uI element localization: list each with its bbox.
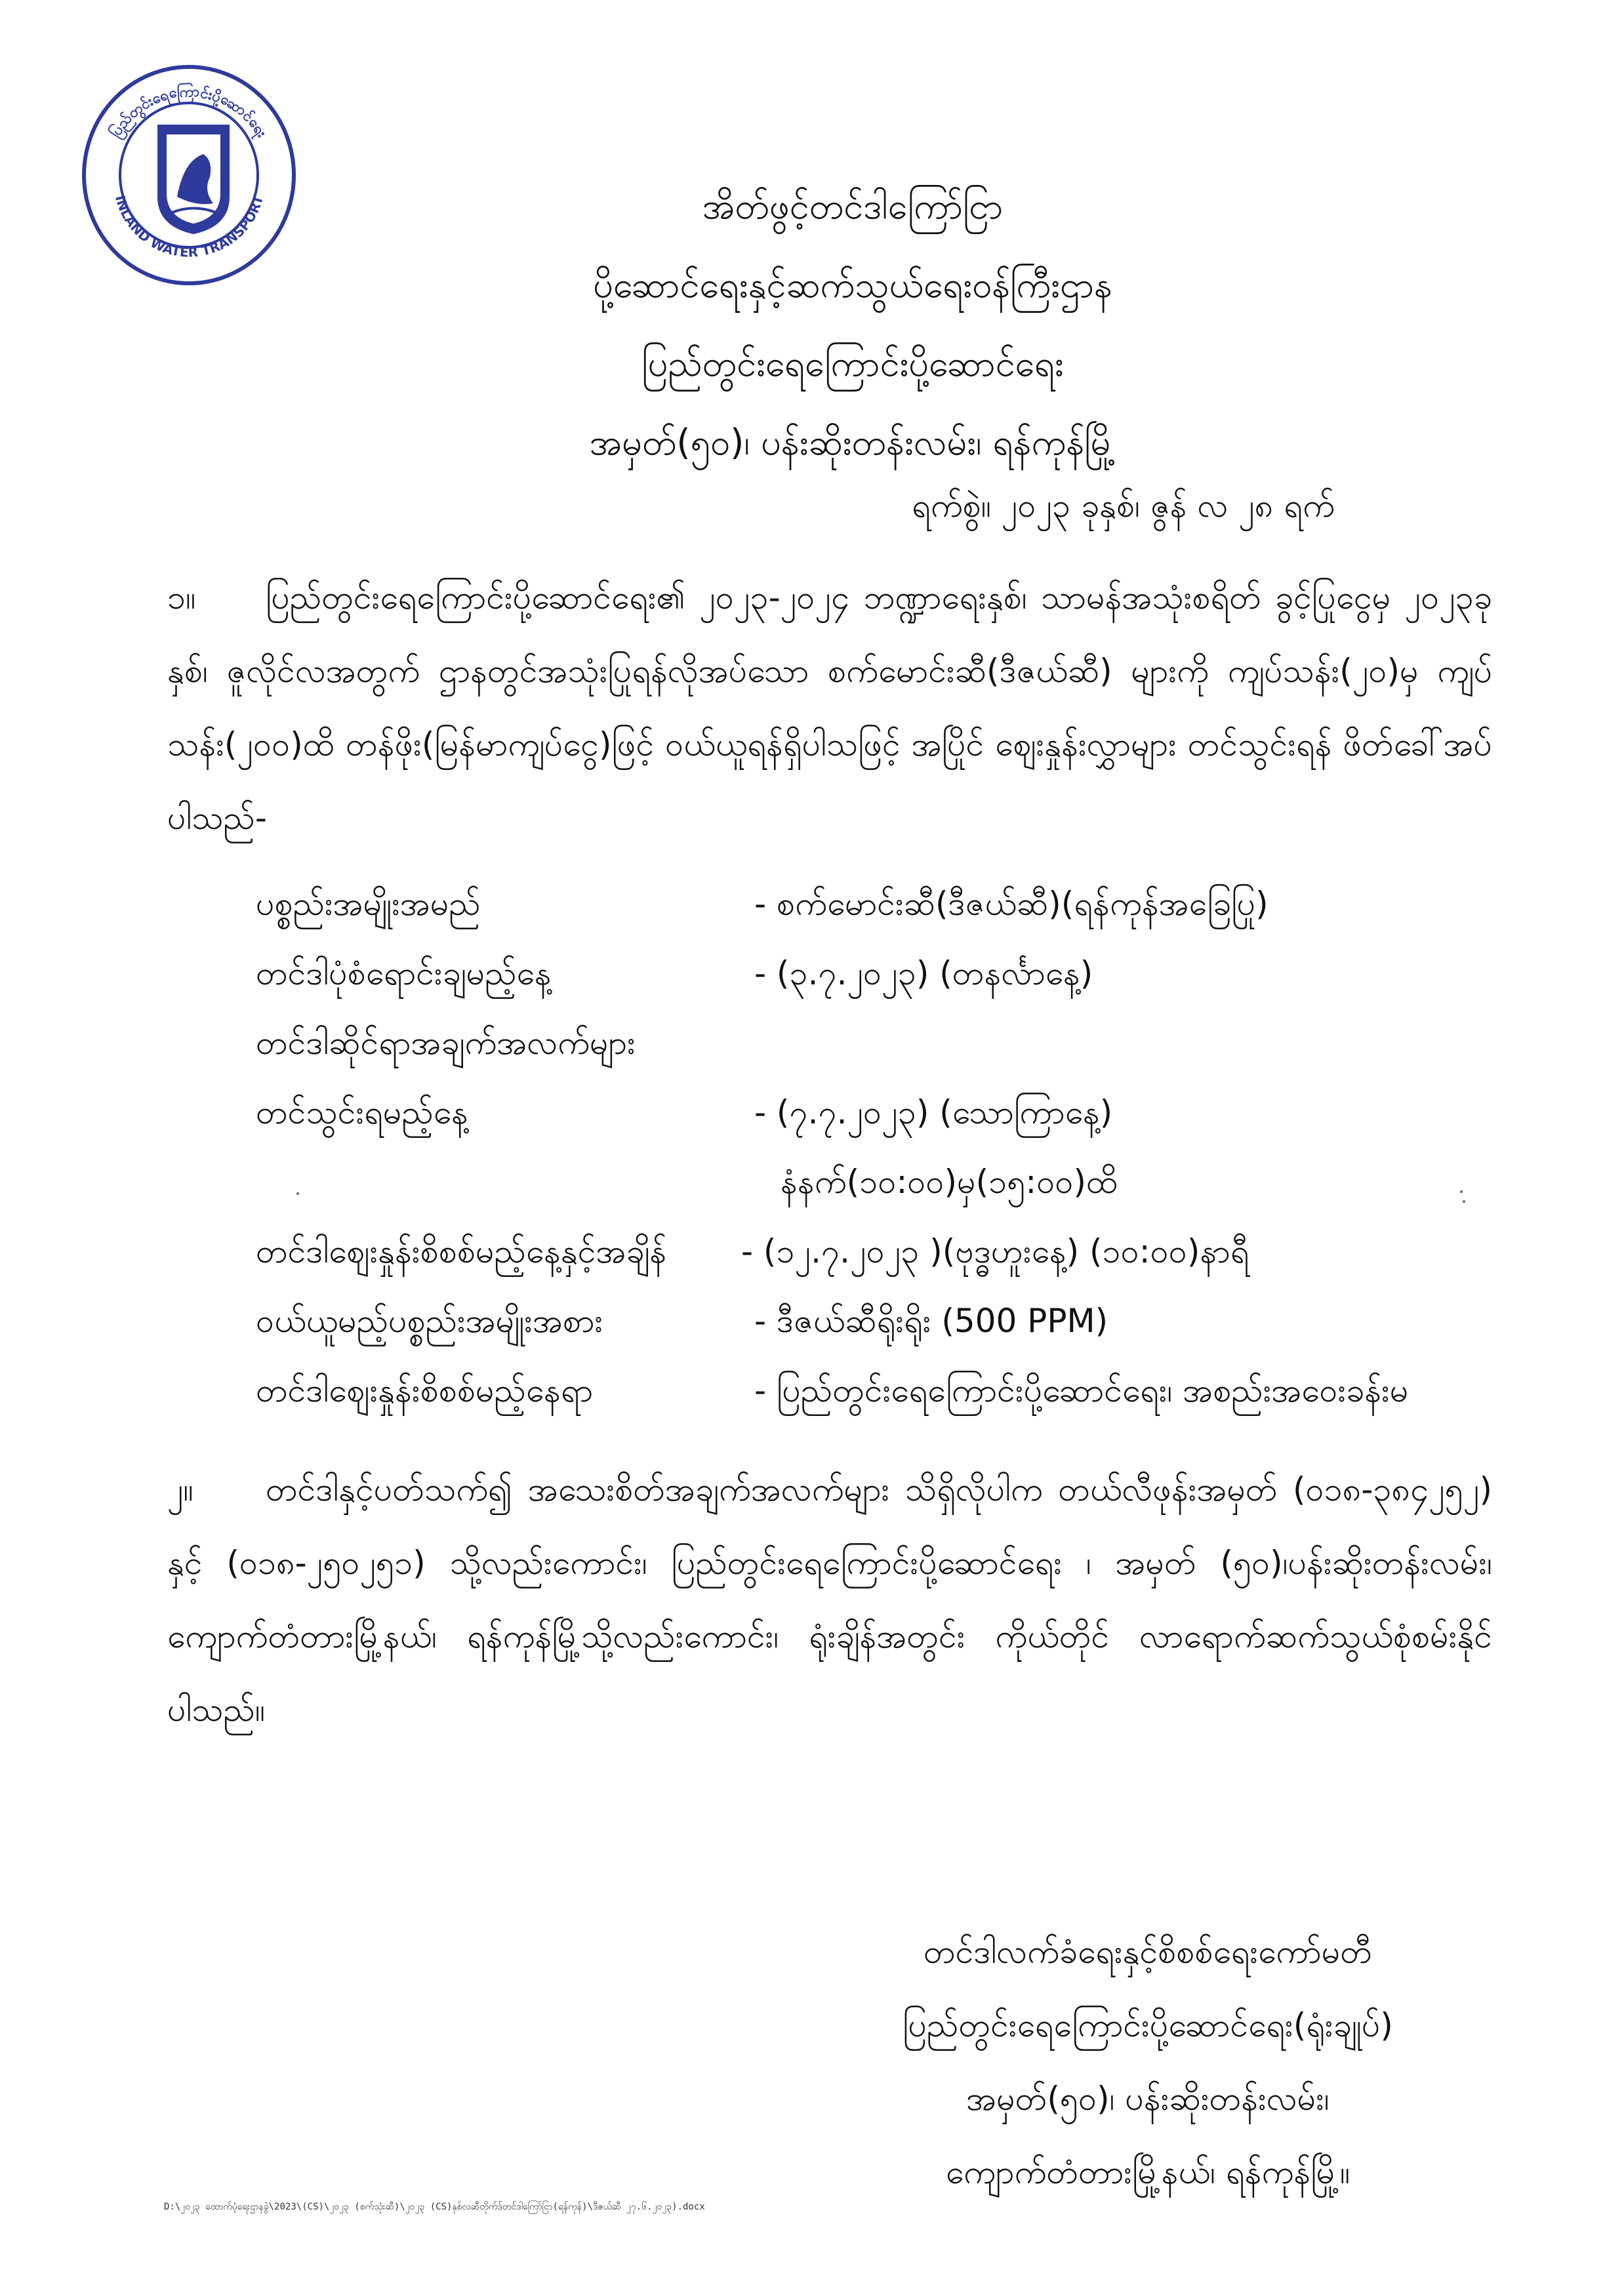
detail-value: - ဒီဇယ်ဆီရိုးရိုး (500 PPM) <box>754 1302 1108 1340</box>
signature-address-1: အမှတ်(၅၀)၊ ပန်းဆိုးတန်းလမ်း၊ <box>966 2080 1330 2118</box>
header-title: အိတ်ဖွင့်တင်ဒါကြော်ငြာ <box>702 186 1004 227</box>
shield-icon <box>157 125 230 234</box>
seal-logo <box>79 62 298 289</box>
detail-value: - စက်မောင်းဆီ(ဒီဇယ်ဆီ)(ရန်ကုန်အခြေပြု) <box>754 885 1269 923</box>
detail-row <box>256 1008 1502 1078</box>
paragraph-text: ပြည်တွင်းရေကြောင်းပို့ဆောင်ရေး၏ ၂၀၂၃-၂၀၂၄ ဘဏ္ဍာရေးနှစ်၊ သာမန်အသုံးစရိတ် ခွင့်ပြုငွေမှ ၂၀၂၃ခုနှစ်၊ ဇူလိုင်လအတွက် ဌာနတွင်အသုံးပြုရန်လိုအပ်သော စက်မောင်းဆီ(ဒီဇယ်ဆီ) များကို ကျပ်သန်း(၂၀)မှ ကျပ်သန်း(၂၀၀)ထိ တန်ဖိုး(မြန်မာကျပ်ငွေ)ဖြင့် ဝယ်ယူရန်ရှိပါသဖြင့် အပြိုင် ဈေးနှုန်းလွှာများ တင်သွင်းရန် ဖိတ်ခေါ်အပ်ပါသည်- <box>167 578 1492 837</box>
detail-row <box>256 1356 1502 1425</box>
paragraph-text: တင်ဒါနှင့်ပတ်သက်၍ အသေးစိတ်အချက်အလက်များ သိရှိလိုပါက တယ်လီဖုန်းအမှတ် (၀၁၈-၃၈၄၂၅၂) နှင့် (၀၁၈-၂၅၀၂၅၁) သို့လည်းကောင်း၊ ပြည်တွင်းရေကြောင်းပို့ဆောင်ရေး ၊ အမှတ် (၅၀)၊ပန်းဆိုးတန်းလမ်း၊ ကျောက်တံတားမြို့နယ်၊ ရန်ကုန်မြို့သို့လည်းကောင်း၊ ရုံးချိန်အတွင်း ကိုယ်တိုင် လာရောက်ဆက်သွယ်စုံစမ်းနိုင်ပါသည်။ <box>167 1470 1492 1729</box>
signature-block <box>853 1915 1443 2209</box>
detail-label: တင်သွင်းရမည့်နေ့ <box>256 1093 468 1131</box>
paragraph-number: ၂။ <box>167 1470 193 1508</box>
document-date: ရက်စွဲ။ ၂၀၂၃ ခုနှစ်၊ ဇွန် လ ၂၈ ရက် <box>912 487 1335 525</box>
tender-details <box>256 869 1502 1425</box>
seal-bottom-text: INLAND WATER TRANSPORT <box>112 193 267 260</box>
detail-row <box>256 869 1502 939</box>
footer-file-path: D:\၂၀၂၃ ထောက်ပံ့ရေးဌာနခွဲ\2023\(CS)\၂၀၂၃ (စက်သုံးဆီ)\၂၀၂၃ (CS)နှစ်လဆီတိုက်ဒ်တင်ဒါကြော်ငြာ(ရန်ကုန်)\ဒီဇယ်ဆီ ၂၇.၆.၂၀၂၃).docx <box>164 2202 705 2212</box>
detail-value: - (၇.၇.၂၀၂၃) (သောကြာနေ့) <box>754 1093 1113 1131</box>
detail-row <box>256 1078 1502 1147</box>
paragraph-number: ၁။ <box>167 578 196 616</box>
detail-label: တင်ဒါဆိုင်ရာအချက်အလက်များ <box>256 1024 636 1062</box>
detail-label: တင်ဒါဈေးနှုန်းစိစစ်မည့်နေ့နှင့်အချိန် <box>256 1232 667 1270</box>
detail-row <box>256 939 1502 1008</box>
detail-row <box>256 1286 1502 1356</box>
signature-office: ပြည်တွင်းရေကြောင်းပို့ဆောင်ရေး(ရုံးချုပ်) <box>903 2006 1393 2044</box>
detail-value: - (၁၂.၇.၂၀၂၃ )(ဗုဒ္ဓဟူးနေ့) (၁၀:၀၀)နာရီ <box>741 1232 1249 1270</box>
detail-label: တင်ဒါဈေးနှုန်းစိစစ်မည့်နေရာ <box>256 1371 594 1409</box>
detail-row <box>256 1147 1502 1217</box>
detail-value: - (၃.၇.၂၀၂၃) (တနင်္လာနေ့) <box>754 954 1093 992</box>
detail-value: - ပြည်တွင်းရေကြောင်းပို့ဆောင်ရေး၊ အစည်းအဝေးခန်းမ <box>754 1371 1409 1409</box>
seal-top-text: ပြည်တွင်းရေကြောင်းပို့ဆောင်ရေး <box>107 83 270 141</box>
signature-address-2: ကျောက်တံတားမြို့နယ်၊ ရန်ကုန်မြို့။ <box>945 2153 1350 2191</box>
header-address: အမှတ်(၅၀)၊ ပန်းဆိုးတန်းလမ်း၊ ရန်ကုန်မြို့ <box>589 422 1116 463</box>
detail-label: တင်ဒါပုံစံရောင်းချမည့်နေ့ <box>256 954 552 992</box>
paragraph-1 <box>167 561 1492 855</box>
detail-label: ပစ္စည်းအမျိုးအမည် <box>256 885 481 923</box>
header-ministry: ပို့ဆောင်ရေးနှင့်ဆက်သွယ်ရေးဝန်ကြီးဌာန <box>593 264 1112 306</box>
paragraph-2 <box>167 1453 1492 1747</box>
header-department: ပြည်တွင်းရေကြောင်းပို့ဆောင်ရေး <box>641 343 1064 384</box>
document-header <box>459 167 1246 482</box>
detail-value: နံနက်(၁၀:၀၀)မှ(၁၅:၀၀)ထိ <box>781 1163 1118 1201</box>
signature-committee: တင်ဒါလက်ခံရေးနှင့်စိစစ်ရေးကော်မတီ <box>924 1933 1372 1971</box>
detail-row <box>256 1217 1502 1286</box>
detail-label: ဝယ်ယူမည့်ပစ္စည်းအမျိုးအစား <box>256 1302 603 1340</box>
